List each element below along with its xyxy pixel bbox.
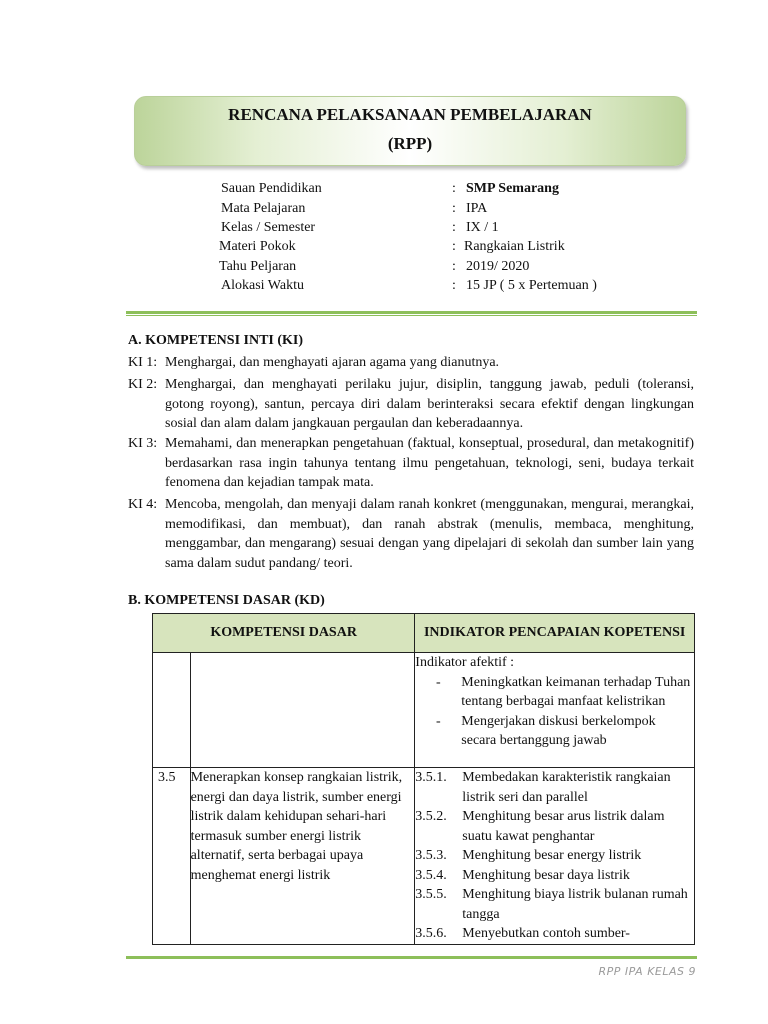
indicator-marker: 3.5.6. <box>415 926 447 941</box>
indicator-title: Indikator afektif : <box>415 655 515 670</box>
ki-text: Memahami, dan menerapkan pengetahuan (faktual, konseptual, prosedural, dan metakognitif) berdasarkan rasa ingin tahunya tentang ilmu pengetahuan, teknologi, seni, budaya terkait fenomena dan kejadian tampak mata. <box>165 436 694 491</box>
indicator-text: Mengerjakan diskusi berkelompok secara bertanggung jawab <box>461 713 656 748</box>
indicator-text: Menghitung biaya listrik bulanan rumah tangga <box>462 887 688 922</box>
header-kompetensi-dasar: KOMPETENSI DASAR <box>153 614 415 653</box>
info-separator: : <box>452 181 456 196</box>
kd-table <box>152 613 695 945</box>
indicator-item <box>415 673 694 712</box>
document-subtitle: (RPP) <box>387 134 433 153</box>
info-separator: : <box>452 239 456 254</box>
table-row <box>153 653 695 768</box>
info-value: IX / 1 <box>466 220 499 235</box>
section-b-heading: B. KOMPETENSI DASAR (KD) <box>128 593 325 608</box>
info-separator: : <box>452 220 456 235</box>
ki-number: KI 2: <box>128 377 158 392</box>
info-value: Rangkaian Listrik <box>464 239 565 254</box>
info-value: 2019/ 2020 <box>466 259 530 274</box>
indicator-marker: 3.5.3. <box>415 848 447 863</box>
indicator-marker: - <box>435 674 441 690</box>
ki-number: KI 3: <box>128 436 158 451</box>
info-separator: : <box>452 201 456 216</box>
info-label: Alokasi Waktu <box>221 278 304 293</box>
info-label: Mata Pelajaran <box>221 201 306 216</box>
ki-text: Mencoba, mengolah, dan menyaji dalam ranah konkret (menggunakan, mengurai, merangkai, memodifikasi, dan membuat), dan ranah abstrak (menulis, membaca, menghitung, menggambar, dan mengarang) sesuai dengan yang dipelajari di sekolah dan sumber lain yang sama dalam sudut pandang/ teori. <box>165 497 694 571</box>
indicator-text: Membedakan karakteristik rangkaian listrik seri dan parallel <box>462 770 671 805</box>
ki-item <box>128 375 694 434</box>
ki-number: KI 1: <box>128 355 158 370</box>
table-header-row <box>153 614 695 653</box>
cell-number: 3.5 <box>153 768 191 945</box>
info-label: Materi Pokok <box>219 239 296 254</box>
info-separator: : <box>452 278 456 293</box>
indicator-item <box>415 712 694 751</box>
page-footer: RPP IPA KELAS 9 <box>598 965 696 978</box>
info-label: Kelas / Semester <box>221 220 316 235</box>
indicator-text: Menghitung besar daya listrik <box>462 867 630 883</box>
info-separator: : <box>452 259 456 274</box>
indicator-marker: - <box>435 713 441 729</box>
header-indikator: INDIKATOR PENCAPAIAN KOPETENSI <box>415 614 695 653</box>
info-label: Tahu Peljaran <box>219 259 297 274</box>
cell-kd <box>190 653 415 768</box>
cell-number <box>153 653 191 768</box>
table-row <box>153 768 695 945</box>
indicator-item <box>415 885 694 924</box>
info-label: Sauan Pendidikan <box>221 181 322 196</box>
info-value: 15 JP ( 5 x Pertemuan ) <box>466 278 597 293</box>
indicator-text: Menghitung besar arus listrik dalam suatu kawat penghantar <box>462 809 665 844</box>
info-value: SMP Semarang <box>466 181 559 196</box>
cell-indicators <box>415 653 695 768</box>
indicator-text: Meningkatkan keimanan terhadap Tuhan tentang berbagai manfaat kelistrikan <box>461 674 691 709</box>
indicator-text: Menghitung besar energy listrik <box>462 848 642 863</box>
ki-number: KI 4: <box>128 497 158 512</box>
ki-item <box>128 353 694 373</box>
indicator-item <box>415 768 694 807</box>
ki-item <box>128 495 694 573</box>
section-a-heading: A. KOMPETENSI INTI (KI) <box>128 333 304 348</box>
indicator-item <box>415 807 694 846</box>
cell-indicators <box>415 768 695 945</box>
top-divider <box>126 311 697 314</box>
indicator-item <box>415 866 694 886</box>
document-title: RENCANA PELAKSANAAN PEMBELAJARAN <box>228 105 592 124</box>
bottom-divider <box>126 956 697 959</box>
info-value: IPA <box>466 201 488 216</box>
indicator-item <box>415 924 694 944</box>
ki-text: Menghargai, dan menghayati perilaku jujur, disiplin, tanggung jawab, peduli (toleransi, gotong royong), santun, percaya diri dalam berinteraksi secara efektif dengan lingkungan sosial dan alam dalam jangkauan pergaulan dan keberadaannya. <box>165 377 694 432</box>
ki-item <box>128 434 694 493</box>
indicator-text: Menyebutkan contoh sumber- <box>462 926 630 941</box>
indicator-marker: 3.5.5. <box>415 887 447 902</box>
indicator-item <box>415 846 694 866</box>
document-title-box <box>134 96 686 166</box>
indicator-marker: 3.5.1. <box>415 770 447 785</box>
cell-kd: Menerapkan konsep rangkaian listrik, energi dan daya listrik, sumber energi listrik dalam kehidupan sehari-hari termasuk sumber energi listrik alternatif, serta berbagai upaya menghemat energi listrik <box>190 768 415 945</box>
top-divider-thin <box>126 315 697 316</box>
ki-text: Menghargai, dan menghayati ajaran agama yang dianutnya. <box>165 355 500 370</box>
indicator-marker: 3.5.4. <box>415 867 447 883</box>
indicator-marker: 3.5.2. <box>415 809 447 824</box>
